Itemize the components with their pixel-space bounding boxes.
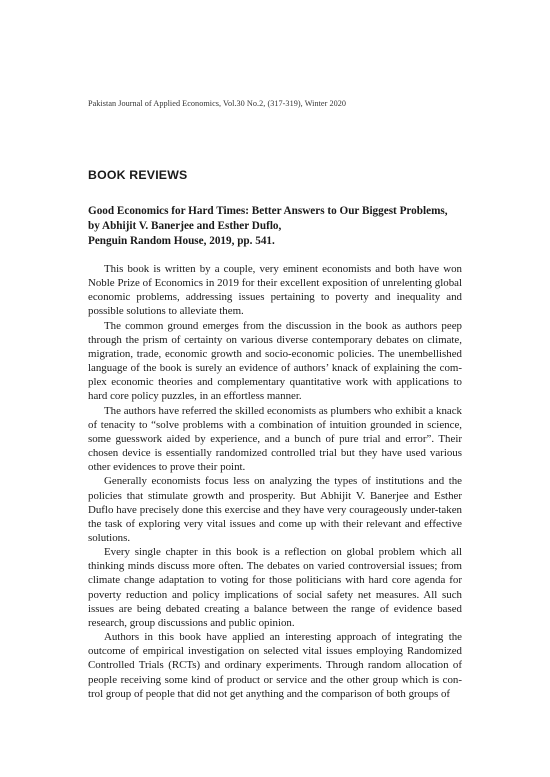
section-title: BOOK REVIEWS	[88, 168, 188, 182]
paragraph-5: Every single chapter in this book is a reflection on global problem which all thinking minds discuss more often. The debates on varied controversial issues; from climate change adaptation to voting for those politicians with hard core agenda for poverty reduction and policy implications of social safety net measures. All such issues are being debated creating a balance between the range of evidence based research, group discussions and public opinion.	[88, 546, 462, 629]
review-body	[88, 262, 462, 701]
running-head: Pakistan Journal of Applied Economics, Vol.30 No.2, (317-319), Winter 2020	[88, 99, 347, 108]
book-authors: by Abhijit V. Banerjee and Esther Duflo,	[88, 220, 282, 232]
paragraph-1: This book is written by a couple, very eminent economists and both have won Noble Prize of Economics in 2019 for their excellent exposition of unrelenting global economic problems, addressing issues pertaining to poverty and inequality and possible solutions to alleviate them.	[88, 263, 462, 318]
paragraph-4: Generally economists focus less on analyzing the types of institutions and the policies that stimulate growth and prosperity. But Abhijit V. Banerjee and Esther Duflo have precisely done this exercise and they have very courageously under-taken the task of exploring very vital issues and come up with their relevant and effective solutions.	[88, 475, 462, 544]
paragraph-6: Authors in this book have applied an interesting approach of integrating the outcome of empirical investigation on selected vital issues employing Randomized Controlled Trials (RCTs) and ordinary experiments. Through random allocation of people receiving some kind of product or service and the other group which is con-trol group of people that did not get anything and the comparison of both groups of	[88, 631, 462, 700]
book-publisher: Penguin Random House, 2019, pp. 541.	[88, 235, 275, 247]
book-citation	[88, 204, 478, 249]
paragraph-3: The authors have referred the skilled economists as plumbers who exhibit a knack of tenacity to “solve problems with a combination of intuition grounded in science, some guesswork aided by experience, and a bunch of pure trial and error”. Their chosen device is essentially randomized controlled trial but they have used various other evidences to prove their point.	[88, 404, 462, 474]
book-title: Good Economics for Hard Times: Better Answers to Our Biggest Problems,	[88, 205, 448, 217]
paragraph-2: The common ground emerges from the discussion in the book as authors peep through the prism of certainty on various diverse contemporary debates on climate, migration, trade, economic growth and socio-economic policies. The unembellished language of the book is surely an evidence of authors’ knack of explaining the com-plex economic theories and complementary quantitative work with applications to hard core policy puzzles, in an effortless manner.	[88, 319, 462, 403]
